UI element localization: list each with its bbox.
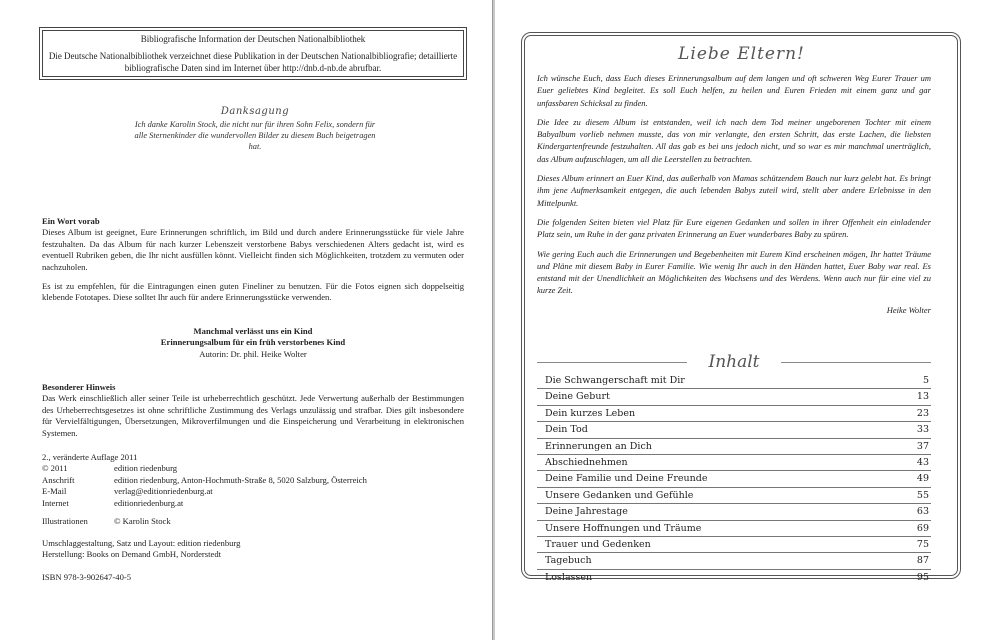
toc-entry[interactable]: Unsere Gedanken und Gefühle 55 [537, 488, 931, 504]
book-title: Manchmal verlässt uns ein Kind [193, 326, 313, 336]
notice-section [42, 382, 464, 439]
notice-text: Das Werk einschließlich aller seiner Teile ist urheberrechtlich geschützt. Jede Verwertung außerhalb der Bestimmungen des Urheberrechtsgesetzes ist ohne schriftliche Zustimmung des Verlags unzulässig und strafbar. Dies gilt insbesondere für Vervielfältigungen, Übersetzungen, Mikroverfilmungen und die Einspeicherung und Verarbeitung in elektronischen Systemen. [42, 393, 464, 438]
credits-line: Herstellung: Books on Demand GmbH, Norderstedt [42, 549, 222, 560]
bibliographic-box [42, 30, 464, 77]
table-of-contents [537, 373, 931, 585]
toc-entry[interactable]: Erinnerungen an Dich 37 [537, 439, 931, 455]
toc-header [537, 352, 931, 372]
toc-entry[interactable]: Deine Geburt 13 [537, 389, 931, 405]
imprint-row: E-Mail verlag@editionriedenburg.at [42, 486, 213, 497]
notice-heading: Besonderer Hinweis [42, 382, 116, 392]
bib-title: Bibliografische Information der Deutschen Nationalbibliothek [140, 34, 366, 44]
toc-entry[interactable]: Trauer und Gedenken 75 [537, 537, 931, 553]
foreword-heading: Ein Wort vorab [42, 216, 100, 226]
foreword-paragraph: Es ist zu empfehlen, für die Eintragungen einen guten Fineliner zu benutzen. Für die Fotos eignen sich doppelseitig klebende Fototapes. Diese solltet Ihr auch für andere Erinnerungsstücke verwenden. [42, 281, 464, 303]
imprint-section [42, 452, 464, 509]
foreword-section [42, 216, 464, 304]
acknowledgement [130, 106, 380, 152]
letter-paragraph: Dieses Album erinnert an Euer Kind, das außerhalb von Mamas schützendem Bauch nur kurz gelebt hat. Es bringt ihm jene Aufmerksamkeit entgegen, die auch lebenden Babys zuteil wird, stellt aber andere Erlebnisse in den Mittelpunkt. [537, 173, 931, 208]
illustrations-label: Illustrationen [42, 516, 88, 526]
isbn: ISBN 978-3-902647-40-5 [42, 572, 132, 582]
toc-entry[interactable]: Deine Jahrestage 63 [537, 504, 931, 520]
toc-heading: Inhalt [708, 352, 760, 372]
left-page [0, 0, 493, 640]
letter-heading: Liebe Eltern! [678, 44, 805, 64]
signature: Heike Wolter [886, 304, 931, 315]
imprint-row: Internet editionriedenburg.at [42, 497, 184, 508]
toc-entry[interactable]: Dein kurzes Leben 23 [537, 406, 931, 422]
book-author: Autorin: Dr. phil. Heike Wolter [199, 348, 307, 359]
right-page [495, 0, 988, 640]
toc-entry[interactable]: Dein Tod 33 [537, 422, 931, 438]
illustrations-value: © Karolin Stock [114, 516, 171, 526]
thanks-text: Ich danke Karolin Stock, die nicht nur für ihren Sohn Felix, sondern für alle Sternenkinder die wundervollen Bilder zu diesem Buch beigetragen hat. [134, 120, 376, 151]
book-info [42, 326, 464, 360]
letter-paragraph: Die Idee zu diesem Album ist entstanden, weil ich nach dem Tod meiner ungeborenen Tochter mit einem Babyalbum vorlieb nehmen musste, das von mir verlangte, den ersten Schritt, das erste Lachen, die liebsten Kindergartenfreunde festzuhalten. All das gab es bei uns jedoch nicht, und so war es mir manchmal unerträglich, das Album aufzuschlagen, um all die Leerstellen zu betrachten. [537, 116, 931, 164]
illustrations-credit [42, 516, 464, 527]
toc-entry[interactable]: Loslassen 95 [545, 571, 929, 583]
imprint-row: © 2011 edition riedenburg [42, 463, 178, 474]
thanks-heading: Danksagung [220, 106, 290, 117]
edition: 2., veränderte Auflage 2011 [42, 452, 138, 462]
bib-text: Die Deutsche Nationalbibliothek verzeichnet diese Publikation in der Deutschen Nationalbibliografie; detaillierte bibliografische Daten sind im Internet über http://dnb.d-nb.de abrufbar. [48, 51, 458, 73]
toc-entry[interactable]: Die Schwangerschaft mit Dir 5 [537, 373, 931, 389]
toc-entry[interactable]: Abschiednehmen 43 [537, 455, 931, 471]
foreword-paragraph: Dieses Album ist geeignet, Eure Erinnerungen schriftlich, im Bild und durch andere Erinnerungsstücke für viele Jahre festzuhalten. Da das Album für nach kurzer Lebenszeit verstorbene Babys verschiedenen Alters gedacht ist, wird es eventuell Rubriken geben, die Ihr nicht ausfüllen könnt. Vielleicht finden sich Möglichkeiten, trotzdem zu vermuten oder nachzuholen. [42, 227, 464, 272]
production-credits [42, 538, 464, 561]
letter-paragraph: Die folgenden Seiten bieten viel Platz für Eure eigenen Gedanken und sollen in ihrer Offenheit ein einladender Platz sein, um Ruhe in der ganz privaten Erinnerung an Euer wunderbares Baby zu spüren. [537, 216, 931, 240]
credits-line: Umschlaggestaltung, Satz und Layout: edition riedenburg [42, 538, 241, 548]
toc-entry[interactable]: Unsere Hoffnungen und Träume 69 [537, 521, 931, 537]
toc-entry[interactable]: Deine Familie und Deine Freunde 49 [537, 471, 931, 487]
letter-paragraph: Ich wünsche Euch, dass Euch dieses Erinnerungsalbum auf dem langen und oft schweren Weg Eurer Trauer um Euer geliebtes Kind begleitet. Es soll Euch helfen, zu heilen und Euren Frieden mit einem ganz und gar unfassbaren Schicksal zu finden. [537, 73, 931, 108]
letter-body [537, 72, 931, 323]
book-subtitle: Erinnerungsalbum für ein früh verstorbenes Kind [160, 337, 346, 348]
toc-entry[interactable]: Tagebuch 87 [537, 553, 931, 569]
letter-paragraph: Wie gering Euch auch die Erinnerungen und Begebenheiten mit Eurem Kind erscheinen mögen, Ihr hattet Träume und Pläne mit diesem Baby in Eurer Familie. Wie wenig Ihr auch in den Händen hattet, Euer Baby war real. Es entstand mit der Unendlichkeit an Möglichkeiten des Wachsens und des Werdens. Wenn auch nur für eine viel zu kurze Zeit. [537, 248, 931, 296]
imprint-row: Anschrift edition riedenburg, Anton-Hochmuth-Straße 8, 5020 Salzburg, Österreich [42, 474, 367, 485]
